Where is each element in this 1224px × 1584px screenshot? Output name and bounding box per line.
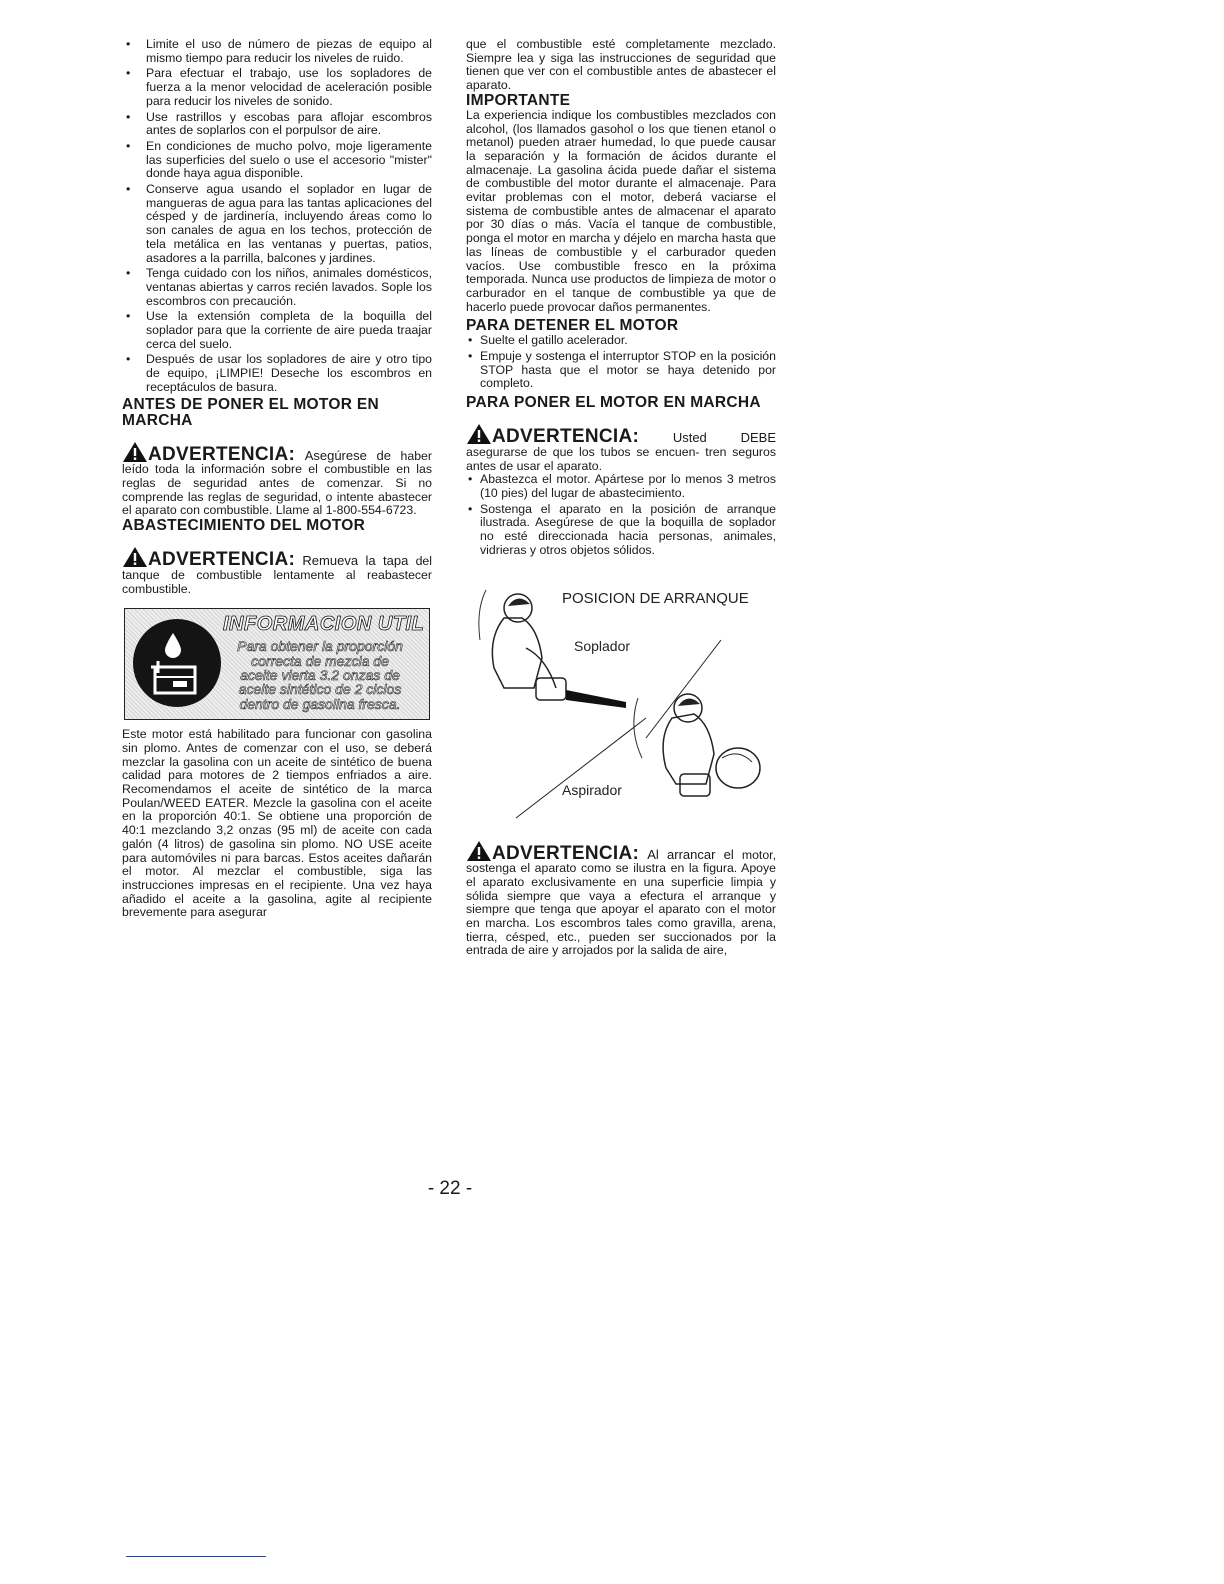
info-line: aceite sintético de 2 ciclos (238, 681, 402, 698)
warning-text: asegurarse de que los tubos se encuen- tren seguros antes de usar el aparato. (466, 444, 776, 473)
noise-tips-list (122, 38, 432, 395)
right-column (466, 38, 776, 958)
important-paragraph: La experiencia indique los combustibles mezclados con alcohol, (los llamados gasohol o los que tienen etanol o metanol) pueden atraer humedad, lo que puede causar la separación y la formación de ácidos durante el almacenaje. La gasolina ácida puede dañar el sistema de combustible del motor durante el almacenaje. Para evitar problemas con el motor, deberá vaciarse el sistema de combustible antes de almacenar el aparato por 30 días o más. Vacía el tanque de combustible, ponga el motor en marcha y déjelo en marcha hasta que las líneas de combustible y el carburador queden vacíos. Use combustible fresco en la próxima temporada. Nunca use productos de limpieza de motor o carburador en el tanque de combustible ya que de hacerlo puede provocar daños permanentes. (466, 107, 776, 314)
useful-info-box (124, 608, 430, 720)
heading-start-engine: PARA PONER EL MOTOR EN MARCHA (466, 394, 761, 412)
info-line: aceite vierta 3.2 onzas de (240, 667, 400, 684)
info-box-title: INFORMACION UTIL (223, 613, 425, 636)
starting-position-figure (466, 578, 776, 828)
warning-label: ADVERTENCIA: (148, 443, 296, 465)
list-item-text: Suelte el gatillo acelerador. (480, 333, 628, 348)
fuel-can-icon (133, 619, 221, 707)
list-item: • Use la extensión completa de la boquilla del soplador para que la corriente de aire pueda traajar cerca del suelo. (126, 309, 432, 351)
list-item-text: En condiciones de mucho polvo, moje ligeramente las superficies del suelo o use el accesorio "mister" donde haya agua disponible. (146, 138, 432, 181)
warning-triangle-icon (466, 423, 492, 445)
info-line: Para obtener la proporción (237, 638, 403, 655)
warning-triangle-icon (122, 546, 148, 568)
figure-title: POSICION DE ARRANQUE (562, 589, 749, 607)
figure-label-blower: Soplador (574, 637, 631, 654)
list-item: • Para efectuar el trabajo, use los sopladores de fuerza a la menor velocidad de aceleración posible para reducir los niveles de sonido. (126, 66, 432, 108)
warning-text: haber leído toda la información sobre el combustible en las reglas de seguridad antes de comenzar. Si no comprende las reglas de seguridad, o intente abastecer el aparato con combustible. Llame al 1-800-554-6723. (122, 448, 432, 518)
warning-lead-text: Al arrancar el (647, 846, 734, 862)
warning-label: ADVERTENCIA: (492, 842, 640, 864)
list-item: • Sostenga el aparato en la posición de arranque ilustrada. Asegúrese de que la boquilla de soplador no esté direccionada hacia personas, animales, vidrieras y otros objetos sólidos. (468, 501, 776, 557)
warning-text: del tanque de combustible lentamente al reabastecer combustible. (122, 554, 433, 596)
warning-triangle-icon (466, 840, 492, 862)
warning-block (466, 423, 776, 473)
list-item: • Abastezca el motor. Apártese por lo menos 3 metros (10 pies) del lugar de abastecimiento. (468, 472, 776, 500)
list-item: • Conserve agua usando el soplador en lugar de mangueras de agua para las tantas aplicaciones del césped y de jardinería, incluyendo áreas como lo son canales de agua en los techos, protección de tela metálica en las ventanas y puertas, patios, asadores a la parrilla, balcones y jardines. (126, 182, 432, 265)
heading-fueling: ABASTECIMIENTO DEL MOTOR (122, 517, 366, 535)
list-item: • Empuje y sostenga el interruptor STOP en la posición STOP hasta que el motor se haya detenido por completo. (468, 349, 776, 391)
warning-label: ADVERTENCIA: (148, 549, 296, 571)
list-item: • Suelte el gatillo acelerador. (468, 333, 628, 348)
list-item-text: Conserve agua usando el soplador en lugar de mangueras de agua para las tantas aplicaciones del césped y de jardinería, incluyendo áreas como lo son canales de agua en los techos, protección de tela metálica en las ventanas y puertas, patios, asadores a la parrilla, balcones y jardines. (146, 182, 432, 265)
list-item-text: Sostenga el aparato en la posición de arranque ilustrada. Asegúrese de que la boquilla de soplador no esté direccionada hacia personas, animales, vidrieras y otros objetos sólidos. (480, 501, 776, 557)
list-item-text: Empuje y sostenga el interruptor STOP en la posición STOP hasta que el motor se haya detenido por completo. (480, 349, 776, 391)
list-item-text: Use la extensión completa de la boquilla del soplador para que la corriente de aire pueda traajar cerca del suelo. (146, 309, 432, 351)
start-steps-list (466, 473, 776, 557)
list-item-text: Use rastrillos y escobas para aflojar escombros antes de soplarlos con el porpulsor de aire. (146, 109, 432, 138)
warning-lead-text: Remueva la tapa (302, 553, 409, 569)
heading-before-start: ANTES DE PONER EL MOTOR EN MARCHA (122, 395, 379, 429)
stop-steps-list (466, 334, 776, 391)
list-item: • Tenga cuidado con los niños, animales domésticos, ventanas abiertas y carros recién lavados. Sople los escombros con precaución. (126, 266, 432, 308)
fuel-paragraph: Este motor está habilitado para funcionar con gasolina sin plomo. Antes de comenzar con el uso, se deberá mezclar la gasolina con un aceite de sintético de buena calidad para motores de 2 tiempos enfriados a aire. Recomendamos el aceite de sintético de la marca Poulan/WEED EATER. Mezcle la gasolina con el aceite en la proporción 40:1. Se obtiene una proporción de 40:1 mezclando 3,2 onzas (95 ml) de aceite con cada galón (4 litros) de gasolina sin plomo. NO USE aceite para automóviles ni para barcas. Estos aceites dañarán el motor. Al mezclar el combustible, siga las instrucciones impresas en el recipiente. Una vez haya añadido el aceite a la gasolina, agite al recipiente brevemente para asegurar (122, 727, 432, 920)
info-line: dentro de gasolina fresca. (239, 695, 401, 712)
left-column (122, 38, 432, 920)
heading-stop-engine: PARA DETENER EL MOTOR (466, 317, 679, 335)
list-item: • Use rastrillos y escobas para aflojar escombros antes de soplarlos con el porpulsor de aire. (126, 109, 432, 138)
warning-block (122, 441, 432, 519)
list-item: • Después de usar los sopladores de aire y otro tipo de equipo, ¡LIMPIE! Deseche los escombros en receptáculos de basura. (126, 352, 432, 394)
list-item-text: Limite el uso de número de piezas de equipo al mismo tiempo para reducir los niveles de ruido. (146, 37, 432, 65)
heading-important: IMPORTANTE (466, 91, 571, 109)
warning-block (466, 840, 776, 959)
intro-paragraph: que el combustible esté completamente mezclado. Siempre lea y siga las instrucciones de seguridad que tienen que ver con el combustible antes de abastecer el aparato. (466, 37, 776, 93)
page-number: - 22 - (427, 1178, 473, 1199)
warning-lead-text: Usted DEBE (672, 430, 776, 446)
list-item: • Limite el uso de número de piezas de equipo al mismo tiempo para reducir los niveles de ruido. (126, 37, 432, 65)
warning-text: motor, sostenga el aparato como se ilustra en la figura. Apoye el aparato exclusivamente en una superficie limpia y sólida siempre que vaya a efectura el arranque y siempre que tenga que apoyar el aparato con el motor en marcha. Los escombros tales como gravilla, arena, tierra, césped, etc., pueden ser succionados por la entrada de aire y arrojados por la salida de aire, (466, 847, 776, 958)
list-item-text: Después de usar los sopladores de aire y otro tipo de equipo, ¡LIMPIE! Deseche los escombros en receptáculos de basura. (146, 352, 432, 394)
warning-label: ADVERTENCIA: (492, 426, 640, 448)
list-item-text: Tenga cuidado con los niños, animales domésticos, ventanas abiertas y carros recién lavados. Sople los escombros con precaución. (146, 266, 432, 308)
warning-block (122, 546, 432, 596)
list-item: • En condiciones de mucho polvo, moje ligeramente las superficies del suelo o use el accesorio "mister" donde haya agua disponible. (126, 138, 432, 181)
list-item-text: Abastezca el motor. Apártese por lo menos 3 metros (10 pies) del lugar de abastecimiento. (480, 472, 776, 500)
figure-label-vacuum: Aspirador (562, 781, 622, 798)
list-item-text: Para efectuar el trabajo, use los sopladores de fuerza a la menor velocidad de aceleración posible para reducir los niveles de sonido. (146, 66, 432, 108)
warning-lead-text: Asegúrese de (304, 447, 392, 463)
warning-triangle-icon (122, 441, 148, 463)
footer-rule (126, 1556, 266, 1557)
info-line: correcta de mezcla de (251, 652, 389, 669)
